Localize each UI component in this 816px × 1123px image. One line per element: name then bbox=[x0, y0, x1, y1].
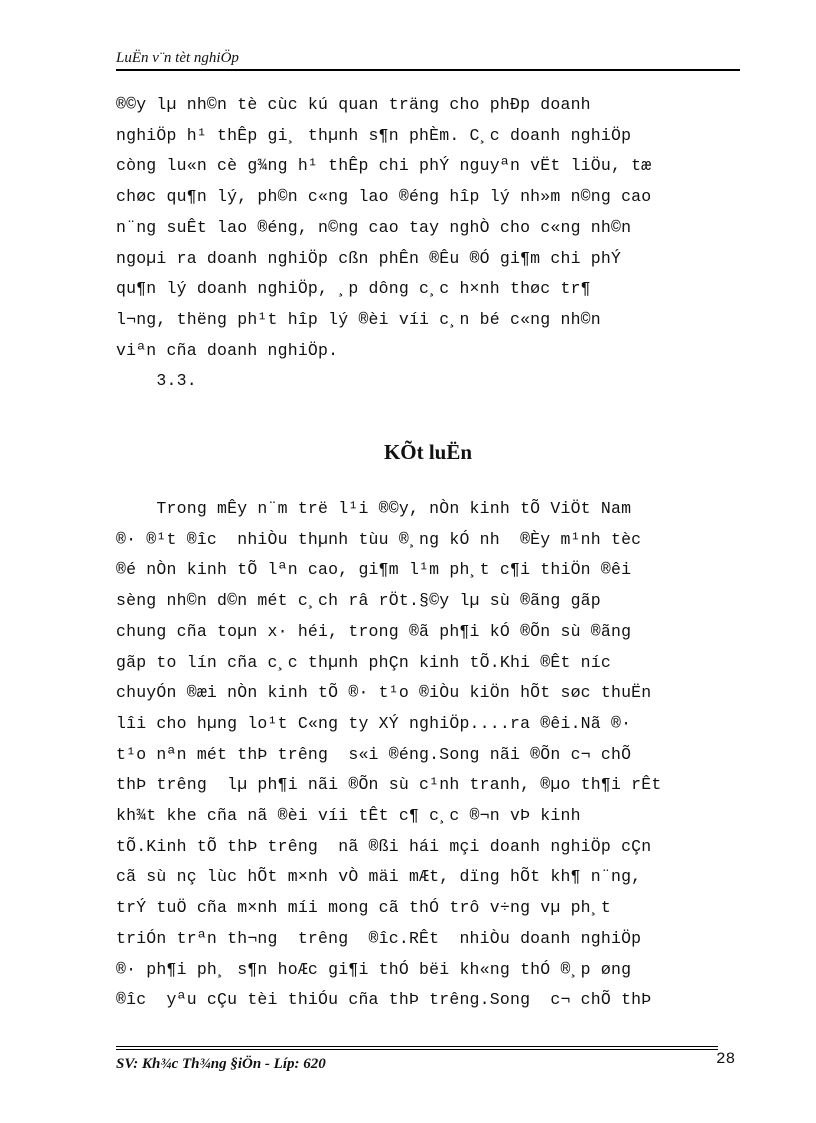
text-line: Trong mÊy n¨m trë l¹i ®©y, nÒn kinh tÕ ViÖt Nam bbox=[116, 499, 632, 518]
text-line: qu¶n lý doanh nghiÖp, ¸p dông c¸c h×nh thøc tr¶ bbox=[116, 279, 591, 299]
text-line: lîi cho hµng lo¹t C«ng ty XÝ nghiÖp....ra ®êi.Nã ®· bbox=[116, 713, 632, 733]
text-line: ®îc yªu cÇu tèi thiÓu cña thÞ trêng.Song c¬ chÕ thÞ bbox=[116, 990, 652, 1010]
text-line: cã sù nç lùc hÕt m×nh vÒ mäi mÆt, dïng hÕt kh¶ n¨ng, bbox=[116, 867, 642, 887]
text-line: sèng nh©n d©n mét c¸ch râ rÖt.§©y lµ sù ®ãng gãp bbox=[116, 591, 601, 611]
text-line: l¬ng, thëng ph¹t hîp lý ®èi víi c¸n bé c«ng nh©n bbox=[116, 309, 601, 329]
footer-student: SV: Kh¾c Th¾ng §iÖn - Líp: 620 bbox=[116, 1056, 326, 1072]
text-line: tÕ.Kinh tÕ thÞ trêng nã ®ßi hái mçi doanh nghiÖp cÇn bbox=[116, 836, 652, 856]
text-line: 3.3. bbox=[116, 371, 197, 391]
text-line: chøc qu¶n lý, ph©n c«ng lao ®éng hîp lý nh»m n©ng cao bbox=[116, 187, 652, 207]
text-line: viªn cña doanh nghiÖp. bbox=[116, 340, 339, 360]
text-line: ngoµi ra doanh nghiÖp cßn phÊn ®Êu ®Ó gi¶m chi phÝ bbox=[116, 248, 622, 268]
text-line: trÝ tuÖ cña m×nh míi mong cã thÓ trô v÷ng vµ ph¸t bbox=[116, 898, 611, 918]
text-line: kh¾t khe cña nã ®èi víi tÊt c¶ c¸c ®¬n vÞ kinh bbox=[116, 806, 581, 826]
text-line: ®· ph¶i ph¸ s¶n hoÆc gi¶i thÓ bëi kh«ng thÓ ®¸p øng bbox=[116, 959, 632, 979]
running-header: LuËn v¨n tèt nghiÖp bbox=[116, 50, 740, 71]
text-line: t¹o nªn mét thÞ trêng s«i ®éng.Song nãi ®Õn c¬ chÕ bbox=[116, 744, 632, 764]
text-line: triÓn trªn th¬ng trêng ®îc.RÊt nhiÒu doanh nghiÖp bbox=[116, 928, 642, 948]
body-paragraph-1 bbox=[116, 90, 740, 397]
text-line: chuyÓn ®æi nÒn kinh tÕ ®· t¹o ®iÒu kiÖn hÕt søc thuËn bbox=[116, 683, 652, 703]
text-line: thÞ trêng lµ ph¶i nãi ®Õn sù c¹nh tranh, ®µo th¶i rÊt bbox=[116, 775, 662, 795]
text-line: n¨ng suÊt lao ®éng, n©ng cao tay nghÒ cho c«ng nh©n bbox=[116, 217, 632, 237]
text-line: gãp to lín cña c¸c thµnh phÇn kinh tÕ.Khi ®Êt níc bbox=[116, 652, 611, 672]
text-line: ®· ®¹t ®îc nhiÒu thµnh tùu ®¸ng kÓ nh ®Èy m¹nh tèc bbox=[116, 529, 642, 549]
text-line: còng lu«n cè g¾ng h¹ thÊp chi phÝ nguyªn vËt liÖu, tæ bbox=[116, 156, 652, 176]
footer-rule bbox=[116, 1046, 718, 1050]
page-number: 28 bbox=[716, 1050, 736, 1068]
body-paragraph-conclusion bbox=[116, 494, 740, 1016]
text-line: chung cña toµn x· héi, trong ®ã ph¶i kÓ ®Õn sù ®ãng bbox=[116, 621, 632, 641]
text-line: ®é nÒn kinh tÕ lªn cao, gi¶m l¹m ph¸t c¶i thiÖn ®êi bbox=[116, 560, 632, 580]
text-line: nghiÖp h¹ thÊp gi¸ thµnh s¶n phÈm. C¸c doanh nghiÖp bbox=[116, 125, 632, 145]
section-heading: KÕt luËn bbox=[383, 440, 473, 464]
text-line: ®©y lµ nh©n tè cùc kú quan träng cho phÐp doanh bbox=[116, 95, 591, 114]
